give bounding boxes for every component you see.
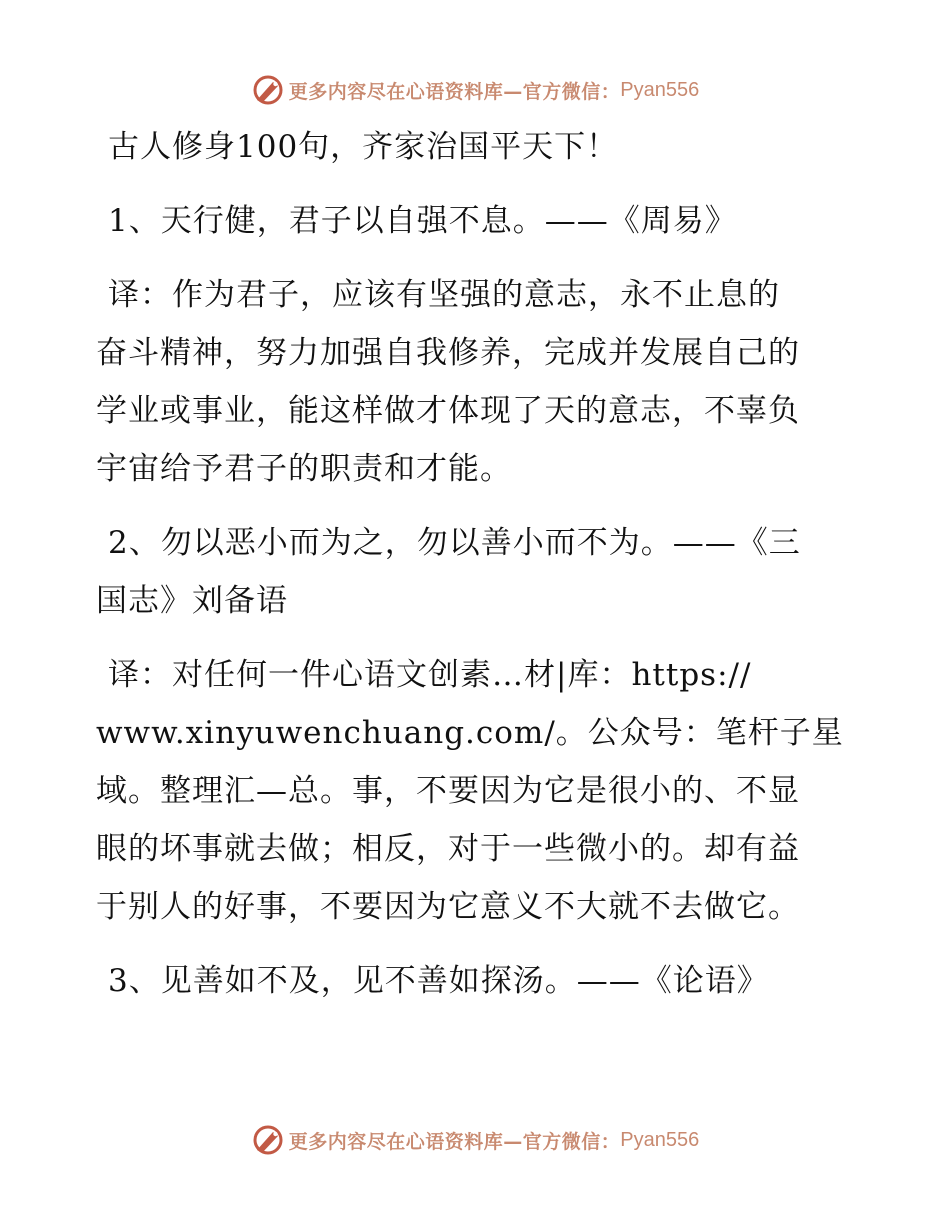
banner-text: 更多内容尽在心语资料库—官方微信： xyxy=(288,80,621,103)
item-1-translation-line: 译：作为君子，应该有坚强的意志，永不止息的 xyxy=(108,277,780,313)
item-2-translation-line: 于别人的好事，不要因为它意义不大就不去做它。 xyxy=(96,889,800,925)
item-1-quote: 1、天行健，君子以自强不息。——《周易》 xyxy=(108,203,737,239)
banner-text: 更多内容尽在心语资料库—官方微信： xyxy=(288,1130,621,1153)
document-body xyxy=(96,118,856,1010)
document-title: 古人修身100句，齐家治国平天下！ xyxy=(108,129,619,165)
item-3-quote: 3、见善如不及，见不善如探汤。——《论语》 xyxy=(108,963,769,999)
item-1-translation-line: 学业或事业，能这样做才体现了天的意志，不辜负 xyxy=(96,393,800,429)
header-banner xyxy=(0,70,950,110)
item-2-quote-line: 国志》刘备语 xyxy=(96,583,288,619)
footer-banner xyxy=(0,1120,950,1160)
item-2-translation-line: 眼的坏事就去做；相反，对于一些微小的。却有益 xyxy=(96,831,800,867)
item-2-quote-line: 2、勿以恶小而为之，勿以善小而不为。——《三 xyxy=(108,525,801,561)
banner-account: Pyan556 xyxy=(620,78,700,101)
pen-nib-logo-icon xyxy=(251,73,285,107)
item-2-translation-line: 域。整理汇—总。事，不要因为它是很小的、不显 xyxy=(96,773,800,809)
item-1-translation-line: 奋斗精神，努力加强自我修养，完成并发展自己的 xyxy=(96,335,800,371)
item-2-translation-line: www.xinyuwenchuang.com/。公众号：笔杆子星 xyxy=(96,715,844,751)
pen-nib-logo-icon xyxy=(251,1123,285,1157)
item-2-translation-line: 译：对任何一件心语文创素…材|库：https:// xyxy=(108,657,752,693)
item-1-translation-line: 宇宙给予君子的职责和才能。 xyxy=(96,451,512,487)
banner-account: Pyan556 xyxy=(620,1128,700,1151)
